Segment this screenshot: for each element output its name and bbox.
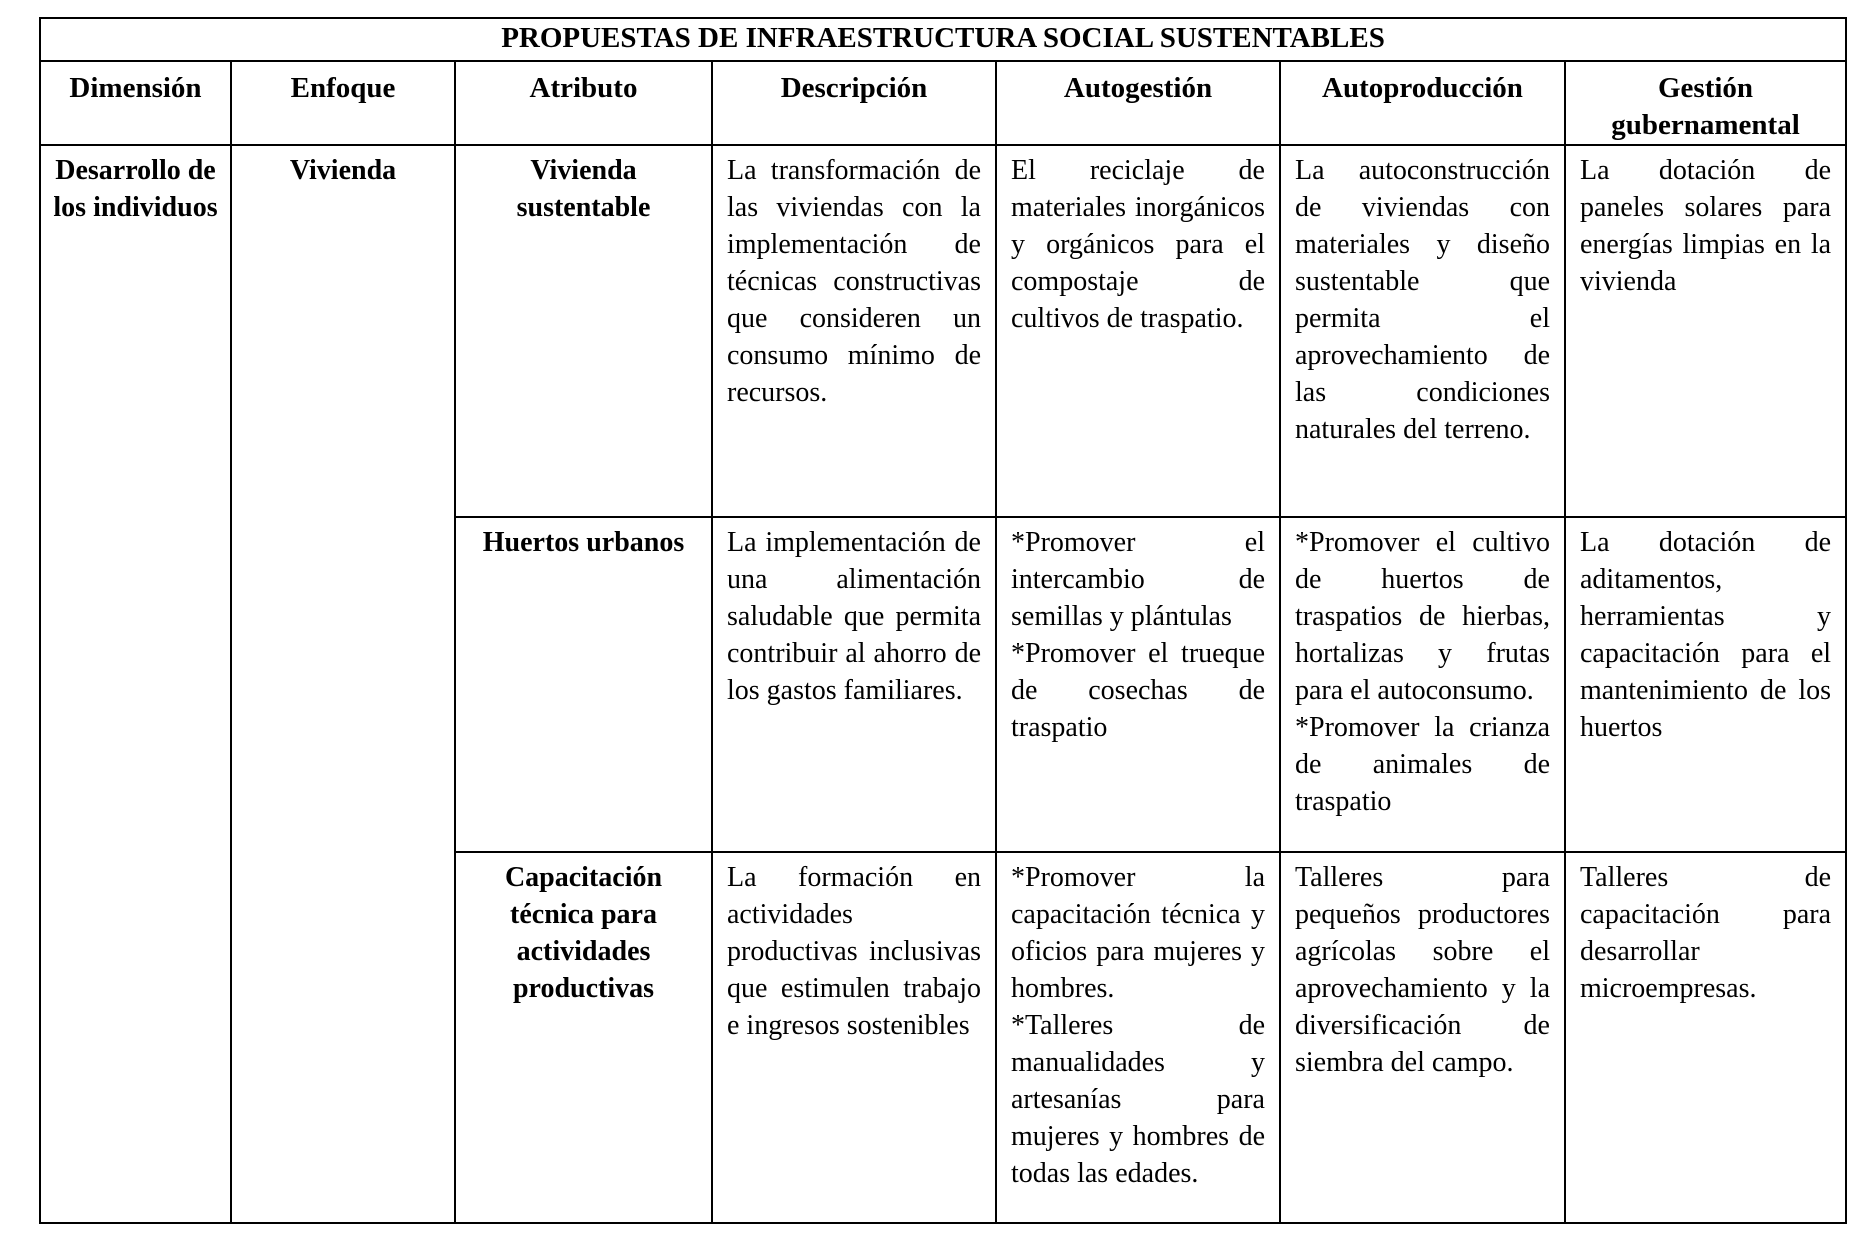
table-header-row (40, 61, 1846, 145)
descripcion-cell (712, 852, 996, 1223)
autoproduccion-cell (1280, 852, 1565, 1223)
descripcion-cell (712, 517, 996, 852)
table-title-row (40, 18, 1846, 61)
gestion-cell (1565, 852, 1846, 1223)
gestion-cell (1565, 517, 1846, 852)
header-descripcion: Descripción (712, 61, 996, 145)
autoproduccion-text: La autoconstrucción de viviendas con materiales y diseño sustentable que permita el aprovechamiento de las condiciones naturales del terreno. (1295, 155, 1550, 445)
gestion-text: La dotación de aditamentos, herramientas y capacitación para el mantenimiento de los huertos (1580, 527, 1832, 743)
autogestion-text: *Talleres de manualidades y artesanías para mujeres y hombres de todas las edades. (1011, 1010, 1265, 1189)
descripcion-text: La transformación de las viviendas con la implementación de técnicas constructivas que consideren un consumo mínimo de recursos. (727, 155, 981, 408)
autogestion-cell (996, 517, 1280, 852)
header-gestion-gubernamental: Gestión gubernamental (1565, 61, 1846, 145)
header-autoproduccion: Autoproducción (1280, 61, 1565, 145)
infrastructure-proposals-table (39, 17, 1847, 1224)
atributo-cell: Vivienda sustentable (455, 145, 712, 517)
gestion-cell (1565, 145, 1846, 517)
autogestion-text: *Promover la capacitación técnica y oficios para mujeres y hombres. (1011, 862, 1265, 1004)
autoproduccion-cell (1280, 145, 1565, 517)
autogestion-text: El reciclaje de materiales inorgánicos y orgánicos para el compostaje de cultivos de traspatio. (1011, 155, 1265, 334)
descripcion-text: La implementación de una alimentación saludable que permita contribuir al ahorro de los gastos familiares. (727, 527, 981, 706)
gestion-text: Talleres de capacitación para desarrollar microempresas. (1580, 862, 1832, 1004)
header-enfoque: Enfoque (231, 61, 455, 145)
table-row (40, 145, 1846, 517)
atributo-cell: Capacitación técnica para actividades productivas (455, 852, 712, 1223)
header-autogestion: Autogestión (996, 61, 1280, 145)
dimension-cell: Desarrollo de los individuos (40, 145, 231, 1223)
descripcion-cell (712, 145, 996, 517)
descripcion-text: La formación en actividades productivas inclusivas que estimulen trabajo e ingresos sostenibles (727, 862, 981, 1041)
autogestion-cell (996, 145, 1280, 517)
atributo-cell: Huertos urbanos (455, 517, 712, 852)
autogestion-cell (996, 852, 1280, 1223)
autoproduccion-text: *Promover el cultivo de huertos de traspatios de hierbas, hortalizas y frutas para el autoconsumo. (1295, 527, 1550, 706)
autoproduccion-cell (1280, 517, 1565, 852)
enfoque-cell: Vivienda (231, 145, 455, 1223)
table-title: PROPUESTAS DE INFRAESTRUCTURA SOCIAL SUSTENTABLES (40, 18, 1846, 61)
autoproduccion-text: Talleres para pequeños productores agrícolas sobre el aprovechamiento y la diversificación de siembra del campo. (1295, 862, 1550, 1078)
autoproduccion-text: *Promover la crianza de animales de traspatio (1295, 712, 1550, 817)
gestion-text: La dotación de paneles solares para energías limpias en la vivienda (1580, 155, 1832, 297)
autogestion-text: *Promover el intercambio de semillas y plántulas (1011, 527, 1265, 632)
header-dimension: Dimensión (40, 61, 231, 145)
autogestion-text: *Promover el trueque de cosechas de traspatio (1011, 638, 1265, 743)
header-atributo: Atributo (455, 61, 712, 145)
